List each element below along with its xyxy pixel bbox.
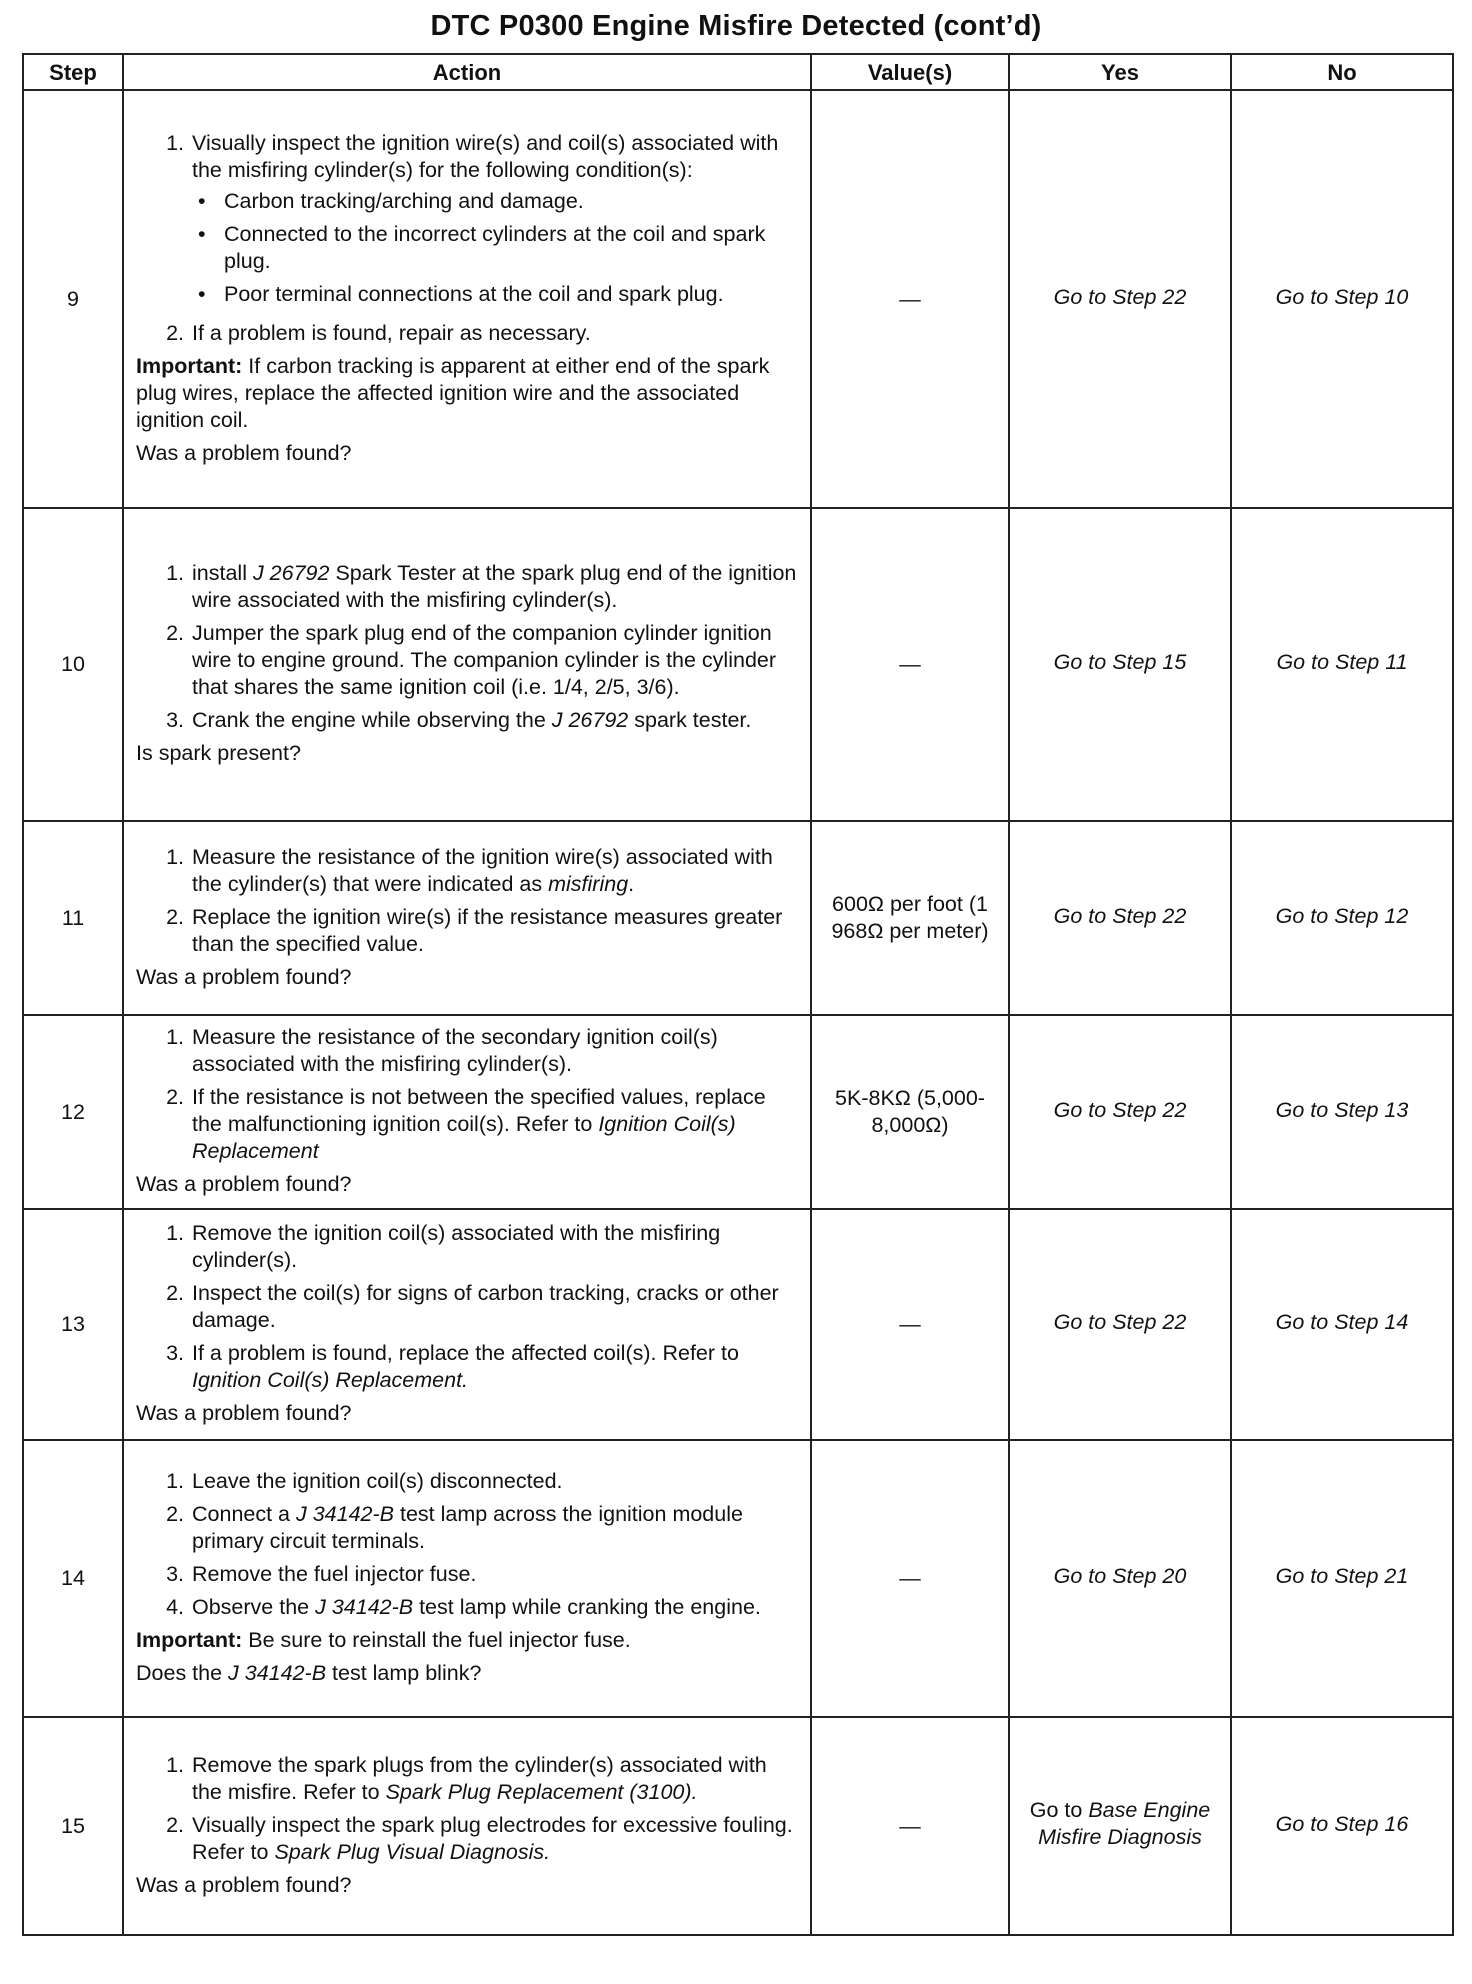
text-run: Measure the resistance of the secondary ignition coil(s) associated with the misfiring cylinder(s). — [192, 1025, 718, 1076]
important-text: Be sure to reinstall the fuel injector fuse. — [248, 1628, 631, 1652]
text-run: Go to — [1029, 1798, 1089, 1822]
action-item — [136, 707, 800, 734]
header-value: Value(s) — [811, 54, 1009, 90]
text-run: Replace the ignition wire(s) if the resistance measures greater than the specified value. — [192, 904, 783, 956]
value-cell: — — [811, 1440, 1009, 1717]
table-row — [23, 1209, 1453, 1440]
text-run: If a problem is found, repair as necessary. — [192, 320, 591, 345]
italic-ref: misfiring — [548, 871, 629, 896]
yes-cell: Go to Step 15 — [1009, 508, 1231, 821]
action-item — [136, 1220, 800, 1274]
item-number: 3. — [166, 1562, 184, 1586]
item-text — [192, 1220, 800, 1274]
text-run: test lamp blink? — [326, 1661, 482, 1685]
italic-ref: J 34142-B — [295, 1502, 394, 1526]
text-run: Remove the ignition coil(s) associated with the misfiring cylinder(s). — [192, 1221, 721, 1272]
item-text — [192, 130, 800, 314]
bullet-text: Connected to the incorrect cylinders at the coil and spark plug. — [224, 221, 766, 273]
value-cell: — — [811, 90, 1009, 508]
text-run: test lamp while cranking the engine. — [413, 1595, 761, 1619]
header-yes: Yes — [1009, 54, 1231, 90]
action-item — [136, 620, 800, 701]
text-run: Jumper the spark plug end of the companion cylinder ignition wire to engine ground. The companion cylinder is the cylinder that shares the same ignition coil (i.e. 1/4, 2/5, 3/6). — [192, 621, 777, 699]
question: Was a problem found? — [136, 1872, 352, 1897]
item-text — [192, 1468, 800, 1495]
question: Was a problem found? — [136, 1401, 352, 1425]
action-item — [136, 1084, 800, 1165]
value-cell: — — [811, 1717, 1009, 1935]
item-number: 2. — [166, 1502, 184, 1526]
bullet-list — [192, 188, 800, 308]
item-number: 4. — [166, 1595, 184, 1619]
important-note — [136, 353, 800, 434]
action-cell — [123, 1717, 811, 1935]
text-run: Crank the engine while observing the — [192, 708, 552, 732]
item-text — [192, 1280, 800, 1334]
yes-cell — [1009, 1717, 1231, 1935]
item-text — [192, 707, 800, 734]
italic-ref: J 26792 — [252, 561, 330, 585]
text-run: Measure the resistance of the ignition wire(s) associated with the cylinder(s) that were indicated as — [192, 844, 773, 896]
item-number: 2. — [166, 1085, 184, 1109]
bullet-item — [192, 281, 800, 308]
step-number: 13 — [23, 1209, 123, 1440]
header-row — [23, 54, 1453, 90]
diagnostic-table — [22, 53, 1454, 1936]
step-number: 14 — [23, 1440, 123, 1717]
bullet-text: Carbon tracking/arching and damage. — [224, 188, 584, 213]
action-list — [136, 1220, 800, 1394]
item-number: 1. — [166, 561, 184, 585]
item-text — [192, 904, 800, 958]
yes-cell: Go to Step 22 — [1009, 1015, 1231, 1209]
action-item — [136, 320, 800, 347]
table-row — [23, 1440, 1453, 1717]
italic-ref: J 26792 — [551, 708, 629, 732]
item-number: 1. — [166, 1752, 184, 1777]
action-cell — [123, 508, 811, 821]
italic-ref: Base Engine Misfire Diagnosis — [1038, 1798, 1211, 1849]
text-run: Leave the ignition coil(s) disconnected. — [192, 1469, 563, 1493]
item-number: 2. — [166, 1281, 184, 1305]
value-cell: 5K-8KΩ (5,000-8,000Ω) — [811, 1015, 1009, 1209]
text-run: install — [192, 561, 253, 585]
item-number: 1. — [166, 1469, 184, 1493]
item-text — [192, 620, 800, 701]
yes-cell: Go to Step 22 — [1009, 1209, 1231, 1440]
action-cell — [123, 821, 811, 1015]
table-row — [23, 821, 1453, 1015]
yes-cell: Go to Step 22 — [1009, 821, 1231, 1015]
text-run: Remove the fuel injector fuse. — [192, 1562, 477, 1586]
important-note — [136, 1627, 800, 1654]
bullet-item — [192, 221, 800, 275]
item-text — [192, 1084, 800, 1165]
action-item — [136, 130, 800, 314]
important-label: Important: — [136, 353, 243, 378]
header-no: No — [1231, 54, 1453, 90]
text-run: Does the — [136, 1661, 229, 1685]
action-item — [136, 1501, 800, 1555]
no-cell: Go to Step 10 — [1231, 90, 1453, 508]
text-run: Observe the — [192, 1595, 316, 1619]
table-row — [23, 1015, 1453, 1209]
action-list — [136, 1024, 800, 1165]
action-item — [136, 1594, 800, 1621]
page-title: DTC P0300 Engine Misfire Detected (cont’d) — [430, 10, 1042, 42]
item-number: 1. — [166, 1025, 184, 1049]
bullet-dot: • — [198, 188, 206, 213]
action-cell — [123, 90, 811, 508]
table-body — [23, 90, 1453, 1935]
item-text — [192, 560, 800, 614]
item-number: 1. — [166, 130, 184, 155]
question: Is spark present? — [136, 741, 301, 765]
item-number: 3. — [166, 708, 184, 732]
item-text — [192, 1561, 800, 1588]
step-number: 9 — [23, 90, 123, 508]
action-item — [136, 844, 800, 898]
question: Was a problem found? — [136, 964, 352, 989]
table-row — [23, 1717, 1453, 1935]
value-cell: — — [811, 1209, 1009, 1440]
italic-ref: J 34142-B — [315, 1595, 414, 1619]
text-run: . — [628, 871, 635, 896]
question: Was a problem found? — [136, 1172, 352, 1196]
item-text — [192, 844, 800, 898]
item-text — [192, 1752, 800, 1806]
item-text — [192, 320, 800, 347]
action-list — [136, 560, 800, 734]
item-number: 2. — [166, 621, 184, 645]
header-step: Step — [23, 54, 123, 90]
important-text: If carbon tracking is apparent at either end of the spark plug wires, replace the affected ignition wire and the associated ignition coil. — [136, 353, 770, 432]
step-number: 15 — [23, 1717, 123, 1935]
question — [136, 1660, 800, 1687]
bullet-dot: • — [198, 281, 206, 306]
text-run: Visually inspect the spark plug electrodes for excessive fouling. Refer to — [192, 1812, 793, 1864]
action-item — [136, 1024, 800, 1078]
important-label: Important: — [136, 1628, 243, 1652]
no-cell: Go to Step 11 — [1231, 508, 1453, 821]
value-cell: — — [811, 508, 1009, 821]
action-list — [136, 1752, 800, 1866]
text-run: Spark Tester at the spark plug end of the ignition wire associated with the misfiring cylinder(s). — [192, 561, 797, 612]
text-run: Remove the spark plugs from the cylinder(s) associated with the misfire. Refer to — [192, 1752, 767, 1804]
item-text — [192, 1340, 800, 1394]
action-list — [136, 844, 800, 958]
item-number: 1. — [166, 844, 184, 869]
header-action: Action — [123, 54, 811, 90]
value-cell: 600Ω per foot (1 968Ω per meter) — [811, 821, 1009, 1015]
action-cell — [123, 1209, 811, 1440]
bullet-text: Poor terminal connections at the coil and spark plug. — [224, 281, 724, 306]
no-cell: Go to Step 21 — [1231, 1440, 1453, 1717]
step-number: 10 — [23, 508, 123, 821]
text-run: test lamp across the ignition module primary circuit terminals. — [192, 1502, 743, 1553]
action-item — [136, 1752, 800, 1806]
action-list — [136, 130, 800, 347]
step-number: 12 — [23, 1015, 123, 1209]
text-run: Inspect the coil(s) for signs of carbon tracking, cracks or other damage. — [192, 1281, 779, 1332]
bullet-item — [192, 188, 800, 215]
item-text — [192, 1812, 800, 1866]
italic-ref: Spark Plug Visual Diagnosis. — [274, 1839, 551, 1864]
text-run: If the resistance is not between the specified values, replace the malfunctioning ignition coil(s). Refer to — [192, 1085, 766, 1136]
italic-ref: J 34142-B — [228, 1661, 327, 1685]
item-number: 3. — [166, 1341, 184, 1365]
action-item — [136, 1280, 800, 1334]
item-number: 2. — [166, 1812, 184, 1837]
action-item — [136, 1340, 800, 1394]
bullet-dot: • — [198, 221, 206, 246]
item-number: 2. — [166, 320, 184, 345]
question: Was a problem found? — [136, 440, 352, 465]
item-text — [192, 1501, 800, 1555]
action-cell — [123, 1440, 811, 1717]
item-text — [192, 1594, 800, 1621]
action-item — [136, 560, 800, 614]
table-row — [23, 508, 1453, 821]
text-run: Visually inspect the ignition wire(s) and coil(s) associated with the misfiring cylinder(s) for the following condition(s): — [192, 130, 779, 182]
action-list — [136, 1468, 800, 1621]
action-item — [136, 1561, 800, 1588]
table-row — [23, 90, 1453, 508]
text-run: If a problem is found, replace the affected coil(s). Refer to — [192, 1341, 739, 1365]
item-text — [192, 1024, 800, 1078]
action-item — [136, 904, 800, 958]
text-run: spark tester. — [628, 708, 752, 732]
italic-ref: Spark Plug Replacement (3100). — [385, 1779, 698, 1804]
action-item — [136, 1812, 800, 1866]
italic-ref: Ignition Coil(s) Replacement — [192, 1112, 736, 1163]
item-number: 2. — [166, 904, 184, 929]
italic-ref: Ignition Coil(s) Replacement. — [192, 1368, 469, 1392]
action-cell — [123, 1015, 811, 1209]
step-number: 11 — [23, 821, 123, 1015]
no-cell: Go to Step 13 — [1231, 1015, 1453, 1209]
no-cell: Go to Step 12 — [1231, 821, 1453, 1015]
no-cell: Go to Step 14 — [1231, 1209, 1453, 1440]
no-cell: Go to Step 16 — [1231, 1717, 1453, 1935]
item-number: 1. — [166, 1221, 184, 1245]
text-run: Connect a — [192, 1502, 296, 1526]
action-item — [136, 1468, 800, 1495]
yes-cell: Go to Step 20 — [1009, 1440, 1231, 1717]
yes-cell: Go to Step 22 — [1009, 90, 1231, 508]
